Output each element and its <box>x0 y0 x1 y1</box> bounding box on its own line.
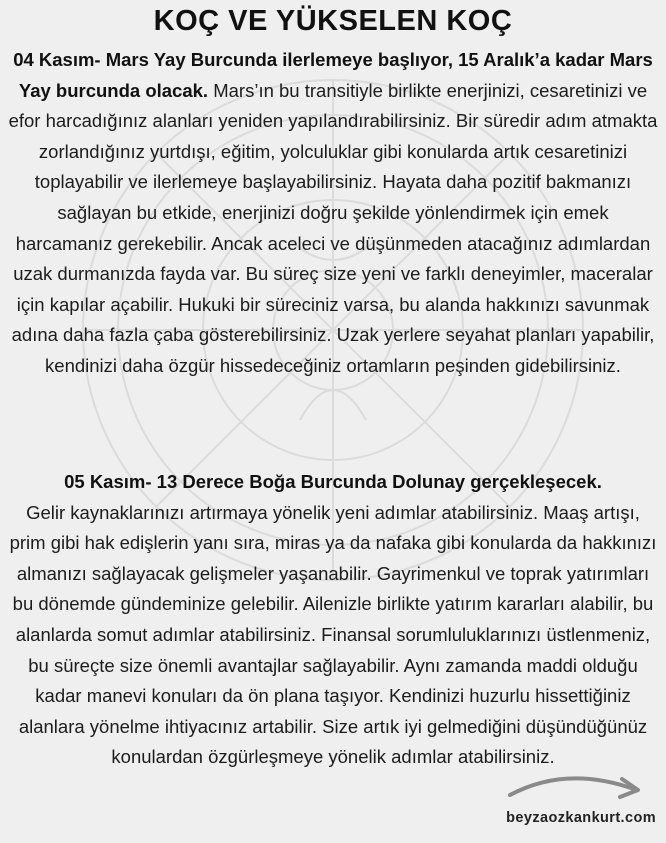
section-body: Mars’ın bu transitiyle birlikte enerjinizi, cesaretinizi ve efor harcadığınız alanları yeniden yapılandırabilirsiniz. Bir süredir adım atmakta zorlandığınız yurtdışı, eğitim, yolculuklar gibi konularda artık cesaretinizi toplayabilir ve ilerlemeye başlayabilirsiniz. Hayata daha pozitif bakmanızı sağlayan bu etkide, enerjinizi doğru şekilde yönlendirmek için emek harcamanız gerekebilir. Ancak aceleci ve düşünmeden atacağınız adımlardan uzak durmanızda fayda var. Bu süreç size yeni ve farklı deneyimler, maceralar için kapılar açabilir. Hukuki bir süreciniz varsa, bu alanda hakkınızı savunmak adına daha fazla çaba gösterebilirsiniz. Uzak yerlere seyahat planları yapabilir, kendinizi daha özgür hissedeceğiniz ortamların peşinden gidebilirsiniz. <box>8 79 658 376</box>
section-full-moon-taurus <box>8 467 658 773</box>
section-body: Gelir kaynaklarınızı artırmaya yönelik yeni adımlar atabilirsiniz. Maaş artışı, prim gibi hak edişlerin yanı sıra, miras ya da nafaka gibi konularda da hakkınızı almanızı sağlayacak gelişmeler yaşanabilir. Gayrimenkul ve toprak yatırımları bu dönemde gündeminize gelebilir. Ailenizle birlikte yatırım kararları alabilir, bu alanlarda somut adımlar atabilirsiniz. Finansal sorumluluklarınızı üstlenmeniz, bu süreçte size önemli avantajlar sağlayabilir. Aynı zamanda maddi olduğu kadar manevi konuları da ön plana taşıyor. Kendinizi huzurlu hissettiğiniz alanlara yönelme ihtiyacınız artabilir. Size artık iyi gelmediğini düşündüğünüz konulardan özgürleşmeye yönelik adımlar atabilirsiniz. <box>9 501 657 768</box>
swoosh-arrow-icon <box>506 771 646 811</box>
page-title: KOÇ VE YÜKSELEN KOÇ <box>153 5 513 37</box>
section-heading: 05 Kasım- 13 Derece Boğa Burcunda Dolunay gerçekleşecek. <box>64 471 602 492</box>
section-mars-sagittarius <box>8 45 658 382</box>
website-credit: beyzaozkankurt.com <box>506 810 656 826</box>
section-heading: 04 Kasım- Mars Yay Burcunda ilerlemeye başlıyor, 15 Aralık’a kadar Mars Yay burcunda olacak. <box>13 49 653 101</box>
